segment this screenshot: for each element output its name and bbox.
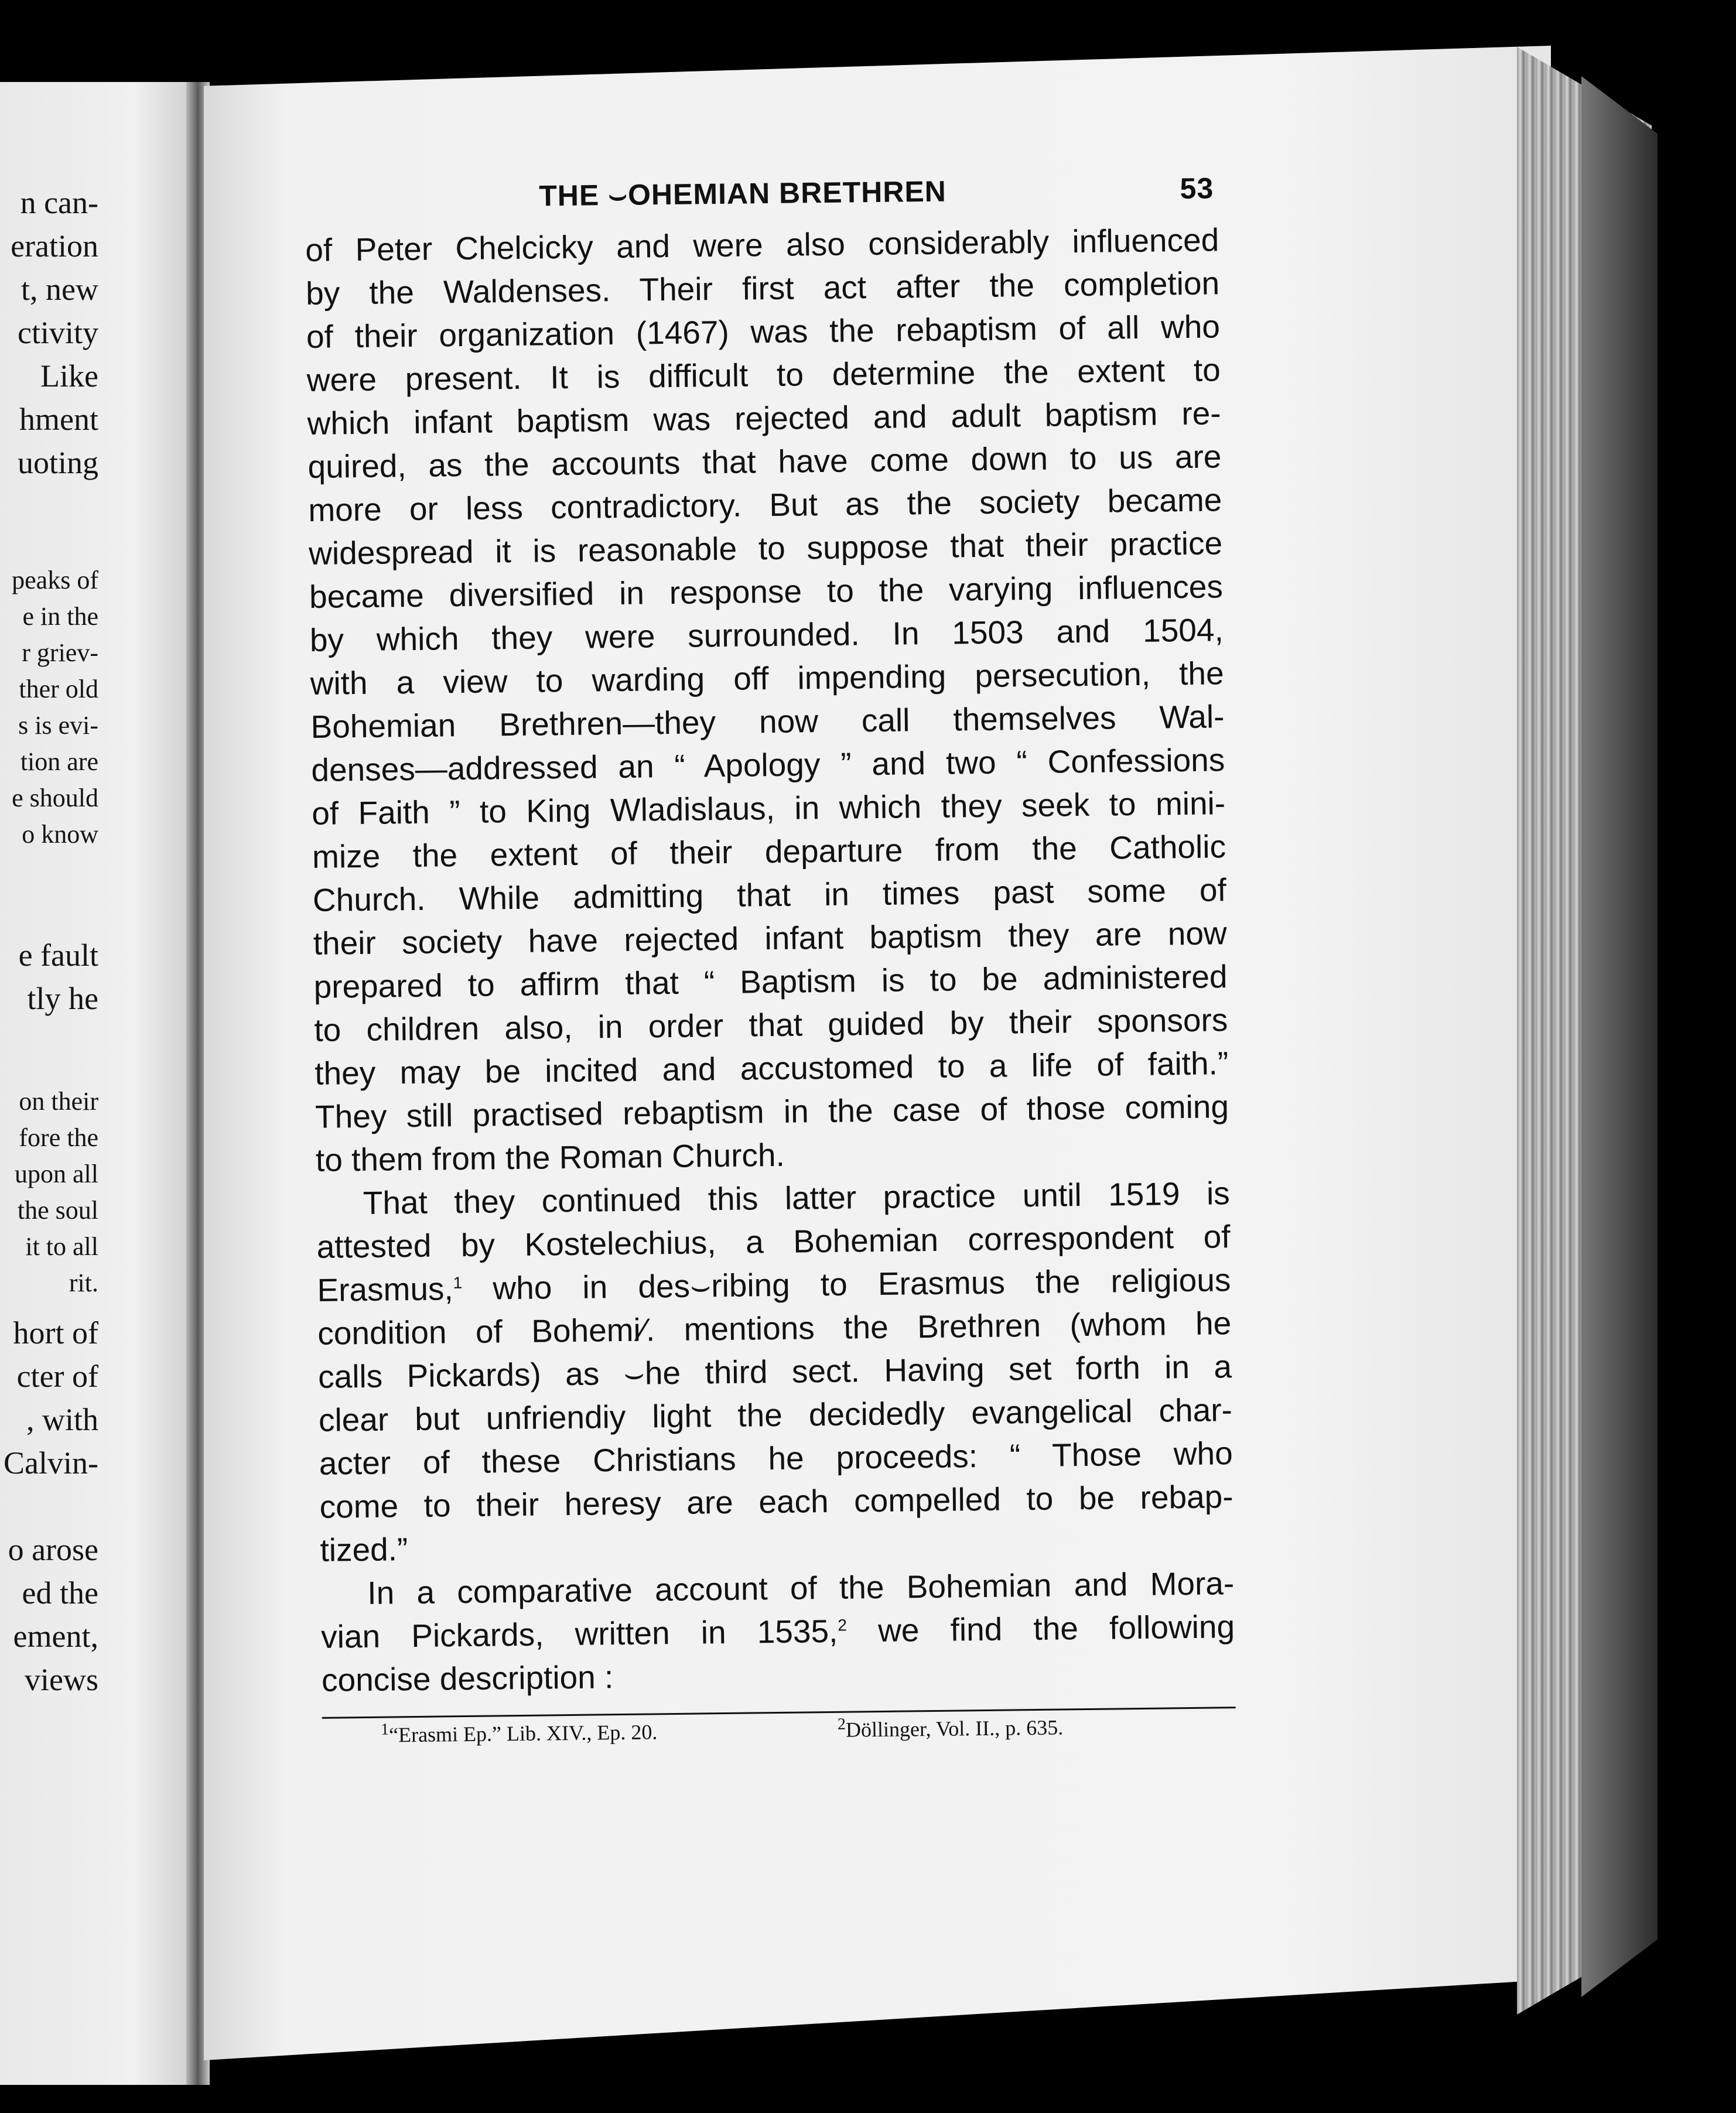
text-line: attested by Kostelechius, a Bohemian correspondent of: [316, 1218, 1231, 1265]
text-line: widespread it is reasonable to suppose that their practice: [308, 525, 1223, 572]
left-page-line: s is evi-: [18, 711, 98, 740]
text-fragment: who in des⌣ribing to Erasmus the religious: [462, 1261, 1231, 1307]
text-line: Church. While admitting that in times past some of: [312, 871, 1227, 918]
text-line: which infant baptism was rejected and adult baptism re-: [307, 395, 1221, 442]
text-line: They still practised rebaptism in the case of those coming: [315, 1088, 1229, 1135]
text-line: to children also, in order that guided by their sponsors: [314, 1001, 1228, 1048]
text-line: of Peter Chelcicky and were also considerably influenced: [305, 221, 1219, 268]
left-page-line: e fault: [18, 938, 98, 973]
left-page-line: e should: [12, 784, 98, 812]
left-page-line: ed the: [22, 1575, 98, 1611]
text-line: In a comparative account of the Bohemian and Mora-: [367, 1565, 1235, 1611]
footnote-ref: 2: [838, 1616, 848, 1635]
left-page-line: o arose: [8, 1532, 98, 1567]
page-number: 53: [1180, 172, 1214, 206]
text-line: calls Pickards) as ⌣he third sect. Having set forth in a: [317, 1348, 1232, 1395]
text-line: to them from the Roman Church.: [315, 1136, 785, 1178]
text-line: clear but unfriendiy light the decidedly evangelical char-: [318, 1391, 1233, 1438]
text-line: were present. It is difficult to determine the extent to: [306, 351, 1221, 398]
text-line: prepared to affirm that “ Baptism is to be administered: [313, 958, 1228, 1005]
page-text-block: [305, 171, 1236, 1754]
left-page-line: it to all: [25, 1232, 98, 1261]
left-page-line: ement,: [13, 1619, 98, 1654]
text-line: mize the extent of their departure from the Catholic: [312, 828, 1226, 875]
text-line: tized.”: [320, 1531, 408, 1568]
left-page-line: peaks of: [12, 566, 98, 594]
footnote-mark: 1: [380, 1720, 389, 1739]
footnote-2: [838, 1715, 1064, 1742]
left-page-line: the soul: [17, 1196, 98, 1225]
footnote-ref: 1: [453, 1273, 463, 1292]
left-page-line: rit.: [69, 1269, 98, 1297]
paragraph-2: [316, 1171, 1233, 1572]
left-page-line: tion are: [20, 747, 98, 776]
left-page-line: n can-: [20, 185, 98, 220]
footnote-text: “Erasmi Ep.” Lib. XIV., Ep. 20.: [388, 1720, 658, 1747]
text-line: quired, as the accounts that have come down to us are: [307, 438, 1222, 485]
text-line: concise description :: [321, 1659, 614, 1698]
left-page-line: hment: [19, 402, 98, 437]
left-page-line: hort of: [13, 1315, 98, 1350]
paragraph-1: [305, 218, 1229, 1182]
text-line: with a view to warding off impending persecution, the: [310, 655, 1224, 702]
left-page-line: r griev-: [22, 638, 98, 667]
text-line: come to their heresy are each compelled to be rebap-: [319, 1478, 1233, 1525]
text-line: by which they were surrounded. In 1503 and 1504,: [309, 611, 1224, 658]
text-line: condition of Bohemi⁄. mentions the Brethren (whom he: [317, 1305, 1232, 1352]
text-fragment: vian Pickards, written in 1535,: [320, 1612, 838, 1655]
left-page-line: tly he: [27, 981, 98, 1016]
left-page-line: Like: [40, 358, 98, 394]
left-page-line: cter of: [16, 1359, 98, 1394]
left-page-line: on their: [19, 1087, 98, 1116]
left-page-line: upon all: [15, 1160, 98, 1188]
text-line: their society have rejected infant baptism they are now: [313, 915, 1228, 962]
page-stack-shadow: [1581, 76, 1658, 1997]
left-page-line: o know: [22, 820, 98, 849]
left-page-line: views: [25, 1662, 98, 1697]
text-line: of their organization (1467) was the rebaptism of all who: [306, 308, 1221, 355]
text-line: That they continued this latter practice until 1519 is: [363, 1175, 1231, 1221]
text-line: they may be incited and accustomed to a life of faith.”: [314, 1045, 1229, 1092]
footnote-mark: 2: [837, 1715, 846, 1734]
left-page-line: ther old: [19, 675, 98, 703]
footnote-text: Döllinger, Vol. II., p. 635.: [845, 1715, 1064, 1742]
text-fragment: we find the following: [846, 1608, 1235, 1649]
text-fragment: Erasmus,: [317, 1270, 454, 1308]
text-line: acter of these Christians he proceeds: “ Those who: [319, 1435, 1233, 1482]
running-title: THE ⌣OHEMIAN BRETHREN: [538, 175, 947, 213]
left-page-line: Calvin-: [4, 1445, 98, 1481]
text-line: Bohemian Brethren—they now call themselves Wal-: [310, 698, 1225, 745]
text-line: became diversified in response to the varying influences: [309, 568, 1224, 615]
left-page-line: fore the: [19, 1123, 98, 1152]
left-page-line: t, new: [21, 272, 98, 307]
text-line: of Faith ” to King Wladislaus, in which they seek to mini-: [311, 785, 1226, 832]
text-line: by the Waldenses. Their first act after the completion: [305, 265, 1220, 312]
text-line: denses—addressed an “ Apology ” and two “ Confessions: [311, 741, 1225, 788]
left-facing-page: [0, 82, 193, 2085]
footnote-1: [381, 1719, 658, 1747]
left-page-line: eration: [11, 228, 98, 264]
left-page-line: ctivity: [18, 315, 98, 350]
text-line: more or less contradictory. But as the society became: [308, 481, 1222, 528]
left-page-line: e in the: [22, 602, 98, 631]
paragraph-3: [320, 1561, 1235, 1702]
left-page-line: uoting: [17, 445, 98, 480]
left-page-line: , with: [26, 1402, 98, 1437]
